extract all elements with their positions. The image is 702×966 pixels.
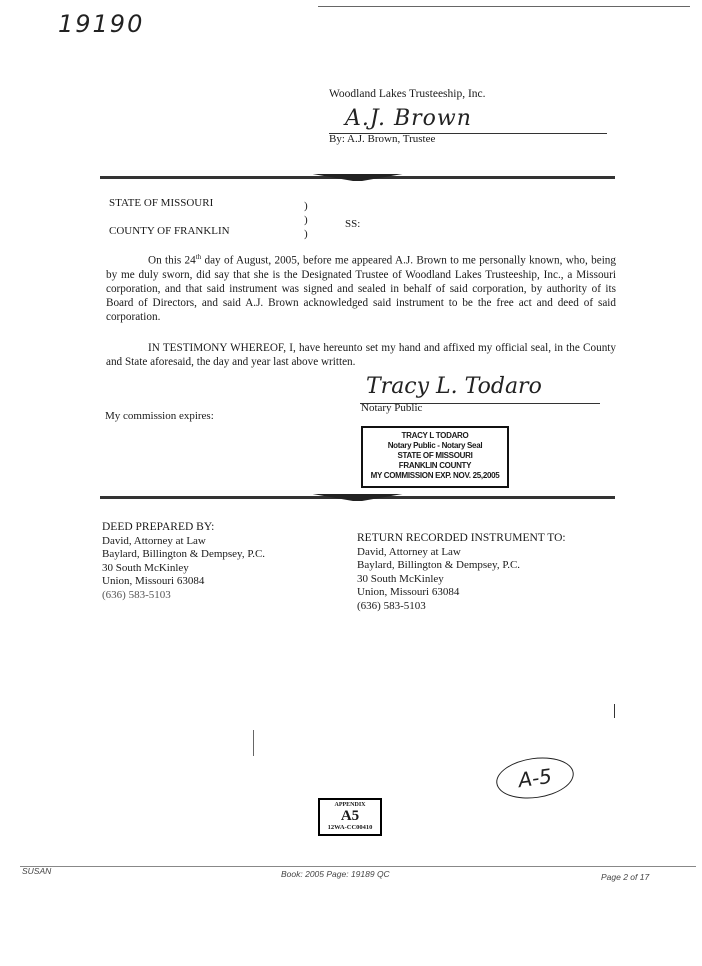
notary-label: Notary Public bbox=[361, 402, 423, 414]
deed-line: David, Attorney at Law bbox=[102, 534, 206, 547]
stamp-line-1: TRACY L TODARO bbox=[401, 431, 469, 440]
divider-bottom bbox=[100, 496, 615, 499]
appendix-number: 12WA-CC00410 bbox=[327, 824, 373, 831]
stamp-line-3: STATE OF MISSOURI bbox=[397, 451, 473, 460]
company-name: Woodland Lakes Trusteeship, Inc. bbox=[329, 88, 486, 100]
notary-seal-stamp bbox=[361, 426, 509, 488]
stray-mark bbox=[253, 730, 254, 756]
ack-lead: On this 24 bbox=[148, 254, 196, 267]
ack-sup: th bbox=[195, 253, 202, 261]
appendix-label: APPENDIX bbox=[334, 802, 366, 808]
appendix-code: A5 bbox=[340, 808, 360, 824]
circled-annotation: A-5 bbox=[494, 753, 577, 803]
deed-line: 30 South McKinley bbox=[102, 561, 189, 574]
footer-left: SUSAN bbox=[22, 866, 52, 876]
return-line: David, Attorney at Law bbox=[357, 545, 461, 558]
deed-line: Union, Missouri 63084 bbox=[102, 575, 205, 587]
return-line: Union, Missouri 63084 bbox=[357, 586, 460, 598]
commission-label: My commission expires: bbox=[105, 410, 214, 422]
venue-ss: SS: bbox=[345, 218, 361, 230]
stamp-line-5: MY COMMISSION EXP. NOV. 25,2005 bbox=[370, 471, 500, 480]
venue-county: COUNTY OF FRANKLIN bbox=[109, 225, 230, 237]
stray-mark bbox=[614, 704, 615, 718]
acknowledgment-paragraph bbox=[106, 250, 616, 324]
stamp-line-4: FRANKLIN COUNTY bbox=[398, 461, 472, 470]
deed-line: (636) 583-5103 bbox=[102, 588, 171, 601]
deed-line: Baylard, Billington & Dempsey, P.C. bbox=[102, 548, 266, 560]
return-heading: RETURN RECORDED INSTRUMENT TO: bbox=[357, 532, 566, 544]
footer-center: Book: 2005 Page: 19189 QC bbox=[281, 869, 390, 879]
signer-line: By: A.J. Brown, Trustee bbox=[329, 133, 436, 145]
testimony-paragraph: IN TESTIMONY WHEREOF, I, have hereunto set my hand and affixed my official seal, in the County and State aforesaid, the day and year last above written. bbox=[106, 342, 616, 368]
company-signature: A.J. Brown bbox=[345, 106, 472, 131]
paren-1: ) bbox=[304, 200, 308, 212]
ack-rest: day of August, 2005, before me appeared A.J. Brown to me personally known, who, being by me duly sworn, did say that she is the Designated Trustee of Woodland Lakes Trusteeship, Inc., a Missouri corporation, and that said instrument was signed and sealed in behalf of said corporation, by authority of its Board of Directors, and said A.J. Brown acknowledged said instrument to be the free act and deed of said corporation. bbox=[106, 254, 616, 323]
footer-right: Page 2 of 17 bbox=[601, 872, 650, 882]
divider-top bbox=[100, 176, 615, 179]
return-line: 30 South McKinley bbox=[357, 572, 444, 585]
deed-prepared-block bbox=[102, 521, 265, 602]
appendix-box bbox=[318, 798, 382, 836]
notary-signature: Tracy L. Todaro bbox=[366, 374, 542, 399]
return-line: (636) 583-5103 bbox=[357, 599, 426, 612]
handwritten-number: 19190 bbox=[58, 10, 145, 38]
stamp-line-2: Notary Public - Notary Seal bbox=[387, 441, 483, 450]
paren-2: ) bbox=[304, 214, 308, 226]
footer-rule bbox=[20, 866, 696, 867]
venue-state: STATE OF MISSOURI bbox=[109, 197, 214, 209]
return-to-block bbox=[357, 532, 566, 613]
deed-prepared-heading: DEED PREPARED BY: bbox=[102, 521, 215, 533]
top-rule bbox=[318, 6, 690, 7]
paren-3: ) bbox=[304, 228, 308, 240]
return-line: Baylard, Billington & Dempsey, P.C. bbox=[357, 559, 521, 571]
